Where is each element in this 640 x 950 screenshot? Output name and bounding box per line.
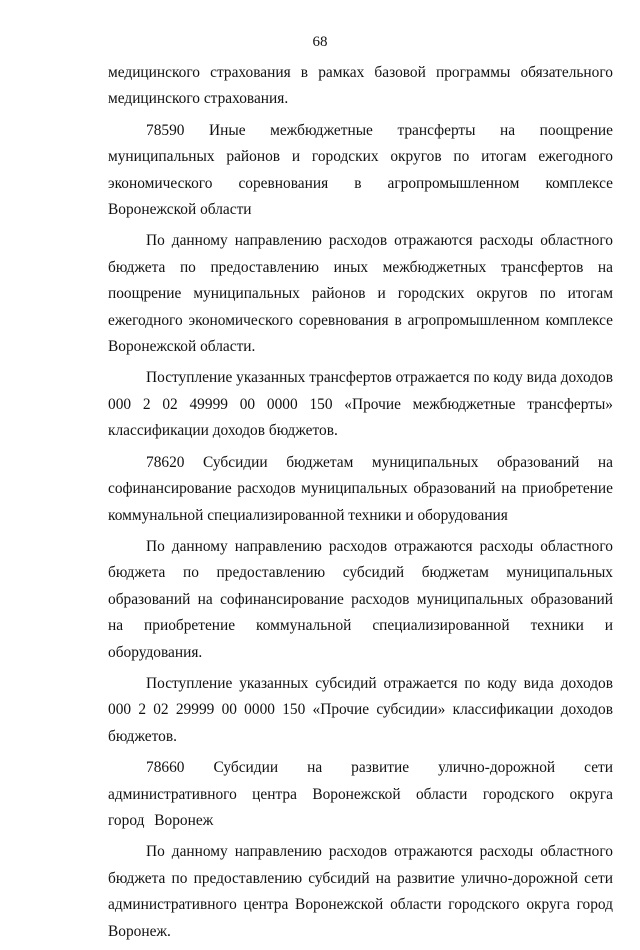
paragraph-revenue-78590: Поступление указанных трансфертов отражается по коду вида доходов 000 2 02 49999 00 0000 150 «Прочие межбюджетные трансферты» классификации доходов бюджетов. bbox=[108, 369, 613, 440]
paragraph-description-78620: По данному направлению расходов отражаются расходы областного бюджета по предоставлению субсидий бюджетам муниципальных образований на софинансирование расходов муниципальных образований на приобретение коммунальной специализированной техники и оборудования. bbox=[108, 537, 613, 661]
paragraph-heading-78590: 78590 Иные межбюджетные трансферты на поощрение муниципальных районов и городских округов по итогам ежегодного экономического соревнования в агропромышленном комплексе Воронежской области bbox=[108, 121, 613, 219]
paragraph-revenue-78620: Поступление указанных субсидий отражается по коду вида доходов 000 2 02 29999 00 0000 150 «Прочие субсидии» классификации доходов бюджетов. bbox=[108, 674, 613, 745]
document-body bbox=[108, 60, 613, 950]
paragraph-continuation: медицинского страхования в рамках базовой программы обязательного медицинского страхования. bbox=[108, 64, 613, 108]
paragraph-heading-78660: 78660 Субсидии на развитие улично-дорожной сети административного центра Воронежской области городского округа город Воронеж bbox=[108, 759, 613, 829]
paragraph-description-78660: По данному направлению расходов отражаются расходы областного бюджета по предоставлению субсидий на развитие улично-дорожной сети административного центра Воронежской области городского округа город Воронеж. bbox=[108, 843, 613, 940]
paragraph-heading-78620: 78620 Субсидии бюджетам муниципальных образований на софинансирование расходов муниципальных образований на приобретение коммунальной специализированной техники и оборудования bbox=[108, 453, 613, 524]
page-number: 68 bbox=[312, 34, 328, 50]
paragraph-description-78590: По данному направлению расходов отражаются расходы областного бюджета по предоставлению иных межбюджетных трансфертов на поощрение муниципальных районов и городских округов по итогам ежегодного экономического соревнования в агропромышленном комплексе Воронежской области. bbox=[108, 232, 613, 356]
